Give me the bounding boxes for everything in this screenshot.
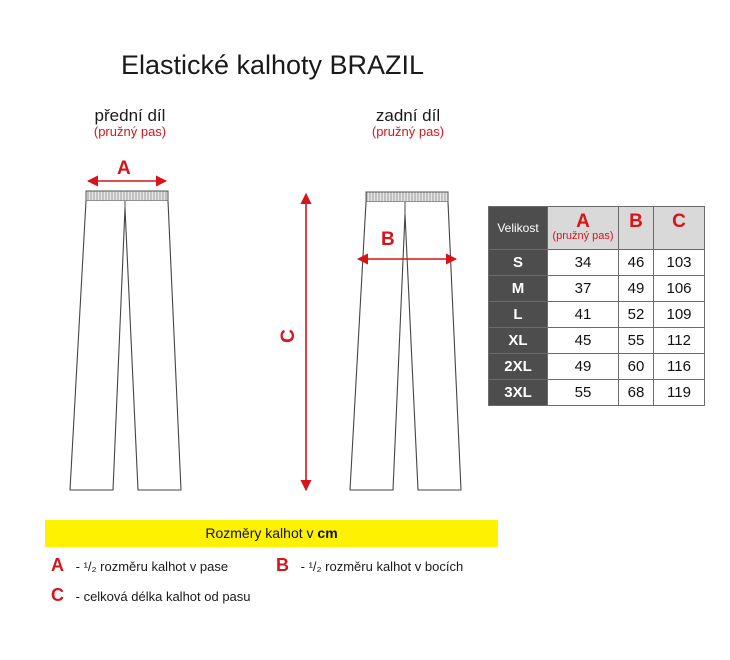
value-b: 52 (619, 302, 654, 328)
table-row (489, 302, 705, 328)
table-row (489, 276, 705, 302)
page-title: Elastické kalhoty BRAZIL (120, 50, 425, 80)
header-a (548, 207, 619, 250)
header-size: Velikost (489, 207, 548, 250)
value-b: 46 (619, 250, 654, 276)
back-pants-outline (350, 192, 461, 490)
size-cell: XL (489, 328, 548, 354)
front-view-sublabel: (pružný pas) (93, 124, 167, 139)
units-banner-text: Rozměry kalhot v (205, 525, 318, 541)
header-b (619, 207, 654, 250)
units-banner-unit: cm (317, 525, 338, 541)
value-c: 109 (654, 302, 705, 328)
size-cell: L (489, 302, 548, 328)
dimension-a-label: A (117, 158, 131, 179)
header-a-sub: (pružný pas) (552, 230, 614, 242)
value-a: 45 (548, 328, 619, 354)
size-cell: 2XL (489, 354, 548, 380)
table-row (489, 354, 705, 380)
value-a: 49 (548, 354, 619, 380)
value-c: 112 (654, 328, 705, 354)
back-view-label: zadní díl (375, 106, 441, 125)
value-b: 68 (619, 380, 654, 406)
front-view-label: přední díl (94, 106, 166, 125)
table-row (489, 328, 705, 354)
value-c: 119 (654, 380, 705, 406)
units-banner (45, 520, 498, 547)
value-b: 60 (619, 354, 654, 380)
value-a: 41 (548, 302, 619, 328)
legend-b-letter: B (276, 555, 289, 575)
dimension-b-label: B (381, 229, 395, 250)
value-c: 103 (654, 250, 705, 276)
legend-item-b (276, 555, 463, 576)
size-cell: M (489, 276, 548, 302)
legend-item-c (51, 585, 251, 606)
size-cell: 3XL (489, 380, 548, 406)
value-a: 37 (548, 276, 619, 302)
header-c (654, 207, 705, 250)
value-b: 55 (619, 328, 654, 354)
front-pants-outline (70, 191, 181, 490)
value-a: 34 (548, 250, 619, 276)
dimension-c-label: C (277, 329, 299, 343)
size-table-header (489, 207, 705, 250)
header-b-letter: B (629, 211, 643, 232)
table-row (489, 380, 705, 406)
value-a: 55 (548, 380, 619, 406)
legend-item-a (51, 555, 228, 576)
legend-c-letter: C (51, 585, 64, 605)
value-c: 116 (654, 354, 705, 380)
legend-c-text: - celková délka kalhot od pasu (75, 589, 251, 604)
legend-b-text: - ¹/₂ rozměru kalhot v bocích (300, 559, 464, 574)
header-c-letter: C (672, 211, 686, 232)
legend-a-text: - ¹/₂ rozměru kalhot v pase (75, 559, 229, 574)
legend-a-letter: A (51, 555, 64, 575)
value-c: 106 (654, 276, 705, 302)
table-row (489, 250, 705, 276)
size-table (488, 206, 705, 406)
size-cell: S (489, 250, 548, 276)
value-b: 49 (619, 276, 654, 302)
header-a-letter: A (576, 211, 590, 232)
back-view-sublabel: (pružný pas) (371, 124, 445, 139)
